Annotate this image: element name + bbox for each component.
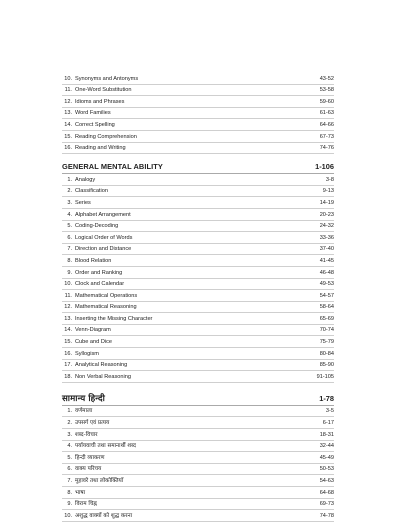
toc-row bbox=[62, 475, 334, 487]
entry-pages: 85-90 bbox=[319, 362, 334, 369]
entry-number: 6. bbox=[67, 466, 72, 473]
entry-title: Series bbox=[75, 199, 91, 206]
entry-pages: 54-57 bbox=[319, 292, 334, 299]
entry-pages: 20-23 bbox=[319, 211, 334, 218]
toc-row bbox=[62, 441, 334, 453]
entry-pages: 54-63 bbox=[319, 478, 334, 484]
entry-pages: 24-32 bbox=[319, 223, 334, 230]
entry-number: 12. bbox=[64, 98, 72, 105]
entry-title: वर्णमाला bbox=[75, 408, 93, 415]
entry-number: 13. bbox=[64, 315, 72, 322]
toc-row bbox=[62, 131, 334, 143]
toc-row bbox=[62, 290, 334, 302]
toc-row bbox=[62, 487, 334, 499]
entry-number: 2. bbox=[67, 188, 72, 195]
toc-row bbox=[62, 143, 334, 155]
section-heading-hindi bbox=[62, 389, 334, 406]
entry-title: Non Verbal Reasoning bbox=[75, 373, 131, 380]
toc-row bbox=[62, 197, 334, 209]
entry-title: Classification bbox=[75, 188, 108, 195]
toc-row bbox=[62, 85, 334, 97]
entry-pages: 32-44 bbox=[319, 443, 334, 450]
entry-number: 13. bbox=[64, 110, 72, 117]
entry-pages: 50-53 bbox=[319, 466, 334, 473]
entry-pages: 3-8 bbox=[325, 176, 334, 183]
entry-number: 8. bbox=[67, 489, 72, 496]
toc-row bbox=[62, 119, 334, 131]
entry-pages: 70-74 bbox=[319, 327, 334, 334]
entry-title: Analytical Reasoning bbox=[75, 362, 128, 369]
toc-row bbox=[62, 499, 334, 511]
entry-number: 7. bbox=[67, 478, 72, 484]
english-items-list bbox=[62, 73, 334, 154]
entry-title: शब्द-विचार bbox=[75, 431, 98, 438]
entry-title: भाषा bbox=[75, 489, 86, 496]
entry-number: 18. bbox=[64, 373, 72, 380]
toc-row bbox=[62, 429, 334, 441]
entry-title: Blood Relation bbox=[75, 257, 112, 264]
entry-title: Direction and Distance bbox=[75, 246, 132, 253]
toc-row bbox=[62, 510, 334, 522]
toc-row bbox=[62, 371, 334, 383]
entry-pages: 61-63 bbox=[319, 110, 334, 117]
entry-title: Order and Ranking bbox=[75, 269, 123, 276]
entry-number: 4. bbox=[67, 443, 72, 450]
entry-number: 7. bbox=[67, 246, 72, 253]
entry-pages: 33-36 bbox=[319, 234, 334, 241]
toc-row bbox=[62, 186, 334, 198]
entry-title: One-Word Substitution bbox=[75, 87, 132, 94]
entry-title: विराम चिह्न bbox=[75, 501, 97, 508]
entry-pages: 41-45 bbox=[319, 257, 334, 264]
toc-row bbox=[62, 313, 334, 325]
entry-pages: 80-84 bbox=[319, 350, 334, 357]
entry-pages: 69-73 bbox=[319, 501, 334, 508]
entry-title: मुहावरे तथा लोकोक्तियाँ bbox=[75, 478, 124, 484]
entry-title: Mathematical Reasoning bbox=[75, 304, 137, 311]
toc-row bbox=[62, 417, 334, 429]
entry-pages: 37-40 bbox=[319, 246, 334, 253]
entry-number: 3. bbox=[67, 431, 72, 438]
toc-row bbox=[62, 302, 334, 314]
entry-number: 1. bbox=[67, 408, 72, 415]
section-title: GENERAL MENTAL ABILITY bbox=[62, 162, 163, 172]
entry-number: 10. bbox=[64, 281, 72, 288]
toc-row bbox=[62, 279, 334, 291]
entry-pages: 67-73 bbox=[319, 133, 334, 140]
entry-number: 15. bbox=[64, 339, 72, 346]
entry-number: 14. bbox=[64, 327, 72, 334]
entry-pages: 18-31 bbox=[319, 431, 334, 438]
toc-row bbox=[62, 221, 334, 233]
entry-number: 8. bbox=[67, 257, 72, 264]
entry-number: 12. bbox=[64, 304, 72, 311]
entry-title: अशुद्ध वाक्यों को शुद्ध करना bbox=[75, 512, 133, 519]
toc-row bbox=[62, 255, 334, 267]
entry-number: 17. bbox=[64, 362, 72, 369]
entry-pages: 59-60 bbox=[319, 98, 334, 105]
entry-pages: 65-69 bbox=[319, 315, 334, 322]
toc-row bbox=[62, 209, 334, 221]
entry-pages: 3-5 bbox=[325, 408, 334, 415]
entry-pages: 45-49 bbox=[319, 454, 334, 461]
toc-row bbox=[62, 232, 334, 244]
toc-row bbox=[62, 464, 334, 476]
entry-number: 16. bbox=[64, 145, 72, 152]
entry-title: Syllogism bbox=[75, 350, 99, 357]
entry-pages: 58-64 bbox=[319, 304, 334, 311]
entry-pages: 53-58 bbox=[319, 87, 334, 94]
entry-pages: 49-53 bbox=[319, 281, 334, 288]
entry-number: 1. bbox=[67, 176, 72, 183]
toc-row bbox=[62, 406, 334, 418]
toc-row bbox=[62, 96, 334, 108]
entry-title: उपसर्ग एवं प्रत्यय bbox=[75, 420, 110, 427]
entry-title: हिन्दी व्याकरण bbox=[75, 454, 105, 461]
toc-row bbox=[62, 244, 334, 256]
toc-row bbox=[62, 174, 334, 186]
entry-number: 10. bbox=[64, 75, 72, 82]
table-of-contents bbox=[62, 73, 334, 522]
toc-row bbox=[62, 267, 334, 279]
entry-number: 9. bbox=[67, 501, 72, 508]
entry-pages: 64-68 bbox=[319, 489, 334, 496]
entry-pages: 43-52 bbox=[319, 75, 334, 82]
entry-title: Coding-Decoding bbox=[75, 223, 119, 230]
entry-title: Cube and Dice bbox=[75, 339, 113, 346]
entry-number: 10. bbox=[64, 512, 72, 519]
entry-number: 11. bbox=[64, 292, 72, 299]
toc-row bbox=[62, 325, 334, 337]
entry-number: 5. bbox=[67, 223, 72, 230]
entry-title: Alphabet Arrangement bbox=[75, 211, 131, 218]
entry-pages: 46-48 bbox=[319, 269, 334, 276]
entry-title: Reading and Writing bbox=[75, 145, 126, 152]
entry-pages: 9-13 bbox=[322, 188, 334, 195]
entry-number: 5. bbox=[67, 454, 72, 461]
entry-title: Word Families bbox=[75, 110, 111, 117]
entry-number: 16. bbox=[64, 350, 72, 357]
entry-pages: 14-19 bbox=[319, 199, 334, 206]
toc-row bbox=[62, 336, 334, 348]
entry-pages: 6-17 bbox=[322, 420, 334, 427]
section-title: सामान्य हिन्दी bbox=[62, 393, 105, 404]
entry-title: पर्यायवाची तथा समानार्थी शब्द bbox=[75, 443, 137, 450]
entry-title: वाक्य परिचय bbox=[75, 466, 102, 473]
entry-pages: 74-76 bbox=[319, 145, 334, 152]
section-pages: 1-106 bbox=[315, 162, 334, 172]
entry-number: 9. bbox=[67, 269, 72, 276]
entry-title: Reading Comprehension bbox=[75, 133, 137, 140]
entry-title: Idioms and Phrases bbox=[75, 98, 125, 105]
toc-row bbox=[62, 360, 334, 372]
entry-title: Logical Order of Words bbox=[75, 234, 133, 241]
entry-number: 4. bbox=[67, 211, 72, 218]
toc-row bbox=[62, 73, 334, 85]
entry-title: Venn-Diagram bbox=[75, 327, 111, 334]
entry-number: 11. bbox=[64, 87, 72, 94]
mental-ability-items-list bbox=[62, 174, 334, 383]
entry-pages: 91-105 bbox=[316, 373, 334, 380]
entry-pages: 64-66 bbox=[319, 121, 334, 128]
entry-pages: 75-79 bbox=[319, 339, 334, 346]
entry-title: Inserting the Missing Character bbox=[75, 315, 153, 322]
entry-title: Analogy bbox=[75, 176, 96, 183]
entry-title: Correct Spelling bbox=[75, 121, 115, 128]
hindi-items-list bbox=[62, 406, 334, 522]
entry-pages: 74-78 bbox=[319, 512, 334, 519]
entry-number: 2. bbox=[67, 420, 72, 427]
entry-number: 14. bbox=[64, 121, 72, 128]
entry-number: 6. bbox=[67, 234, 72, 241]
entry-title: Clock and Calendar bbox=[75, 281, 125, 288]
entry-number: 3. bbox=[67, 199, 72, 206]
entry-number: 15. bbox=[64, 133, 72, 140]
toc-row bbox=[62, 452, 334, 464]
section-pages: 1-78 bbox=[319, 393, 334, 403]
entry-title: Mathematical Operations bbox=[75, 292, 138, 299]
entry-title: Synonyms and Antonyms bbox=[75, 75, 139, 82]
toc-row bbox=[62, 108, 334, 120]
toc-row bbox=[62, 348, 334, 360]
section-heading-mental-ability bbox=[62, 159, 334, 174]
